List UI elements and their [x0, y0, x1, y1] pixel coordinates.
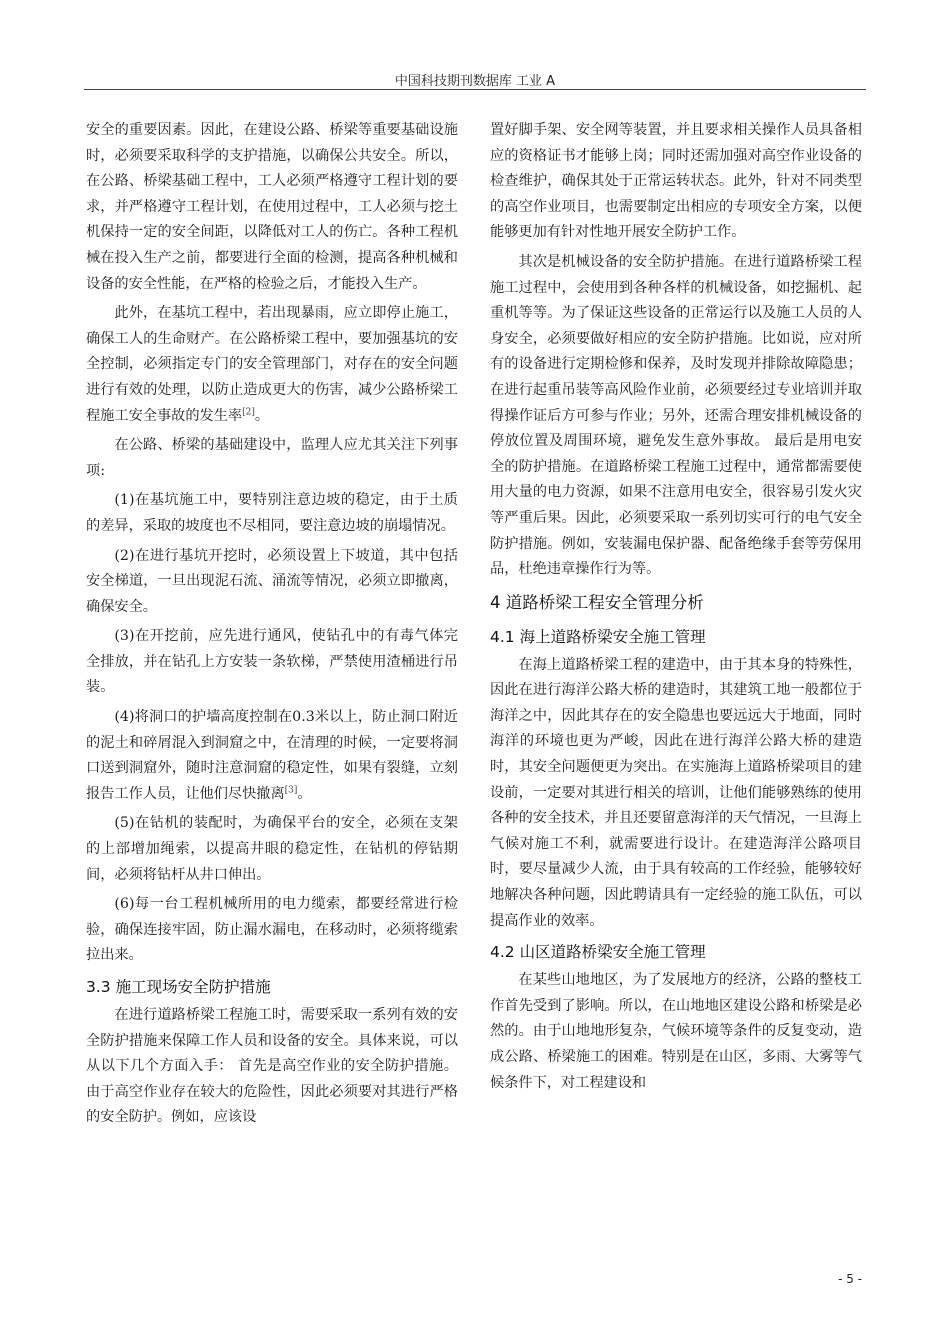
page-number: - 5 - [838, 1272, 862, 1286]
paragraph: 其次是机械设备的安全防护措施。在进行道路桥梁工程施工过程中，会使用到各种各样的机械设备，如挖掘机、起重机等等。为了保证这些设备的正常运行以及施工人员的人身安全，必须要做好相应的安全防护措施。比如说，应对所有的设备进行定期检修和保养，及时发现并排除故障隐患；在进行起重吊装等高风险作业前，必须要经过专业培训并取得操作证后方可参与作业；另外，还需合理安排机械设备的停放位置及周围环境，避免发生意外事故。 最后是用电安全的防护措施。在道路桥梁工程施工过程中，通常都需要使用大量的电力资源，如果不注意用电安全，很容易引发火灾等严重后果。因此，必须要采取一系列切实可行的电气安全防护措施。例如，安装漏电保护器、配备绝缘手套等劳保用品，杜绝违章操作行为等。 [490, 253, 862, 578]
header-divider [84, 89, 866, 90]
journal-header: 中国科技期刊数据库 工业 A [394, 74, 556, 89]
paragraph: 在某些山地地区，为了发展地方的经济，公路的整枝工作首先受到了影响。所以，在山地地区建设公路和桥梁是必然的。由于山地地形复杂，气候环境等条件的反复变动，造成公路、桥梁施工的困难。特别是在山区，多雨、大雾等气候条件下，对工程建设和 [490, 972, 862, 1091]
section-heading-4: 4 道路桥梁工程安全管理分析 [490, 592, 704, 612]
list-item: (2)在进行基坑开挖时，必须设置上下坡道，其中包括安全梯道，一旦出现泥石流、涌流等情况，必须立即撤离，确保安全。 [86, 547, 458, 615]
paragraph: 安全的重要因素。因此，在建设公路、桥梁等重要基础设施时，必须要采取科学的支护措施，以确保公共安全。所以，在公路、桥梁基础工程中，工人必须严格遵守工程计划的要求，并严格遵守工程计划，在使用过程中，工人必须与挖土机保持一定的安全间距，以降低对工人的伤亡。各种工程机械在投入生产之前，都要进行全面的检测，提高各种机械和设备的安全性能，在严格的检验之后，才能投入生产。 [86, 122, 458, 292]
section-heading-4-1: 4.1 海上道路桥梁安全施工管理 [490, 627, 706, 646]
paragraph: 在公路、桥梁的基础建设中，监理人应尤其关注下列事项: [86, 437, 458, 479]
list-item-text: (4)将洞口的护墙高度控制在0.3米以上，防止洞口附近的泥土和碎屑混入到洞窟之中，在清理的时候，一定要将洞口送到洞窟外，随时注意洞窟的稳定性，如果有裂缝，立刻报告工作人员，让他们尽快撤离 [86, 709, 458, 802]
paragraph-text: 此外，在基坑工程中，若出现暴雨，应立即停止施工，确保工人的生命财产。在公路桥梁工程中，要加强基坑的安全控制，必须指定专门的安全管理部门，对存在的安全问题进行有效的处理，以防止造成更大的伤害，减少公路桥梁工程施工安全事故的发生率 [86, 305, 458, 424]
section-heading-3-3: 3.3 施工现场安全防护措施 [86, 978, 271, 996]
citation-ref: [2] [242, 406, 255, 417]
paragraph: 在海上道路桥梁工程的建造中，由于其本身的特殊性，因此在进行海洋公路大桥的建造时，其建筑工地一般都位于海洋之中，因此其存在的安全隐患也要远远大于地面，同时海洋的环境也更为严峻，因此在进行海洋公路大桥的建造时，其安全问题便更为突出。在实施海上道路桥梁项目的建设前，一定要对其进行相关的培训，让他们能够熟练的使用各种的安全技术，并且还要留意海洋的天气情况，一旦海上气候对施工不利，就需要进行设计。在建造海洋公路项目时，要尽量减少人流，由于具有较高的工作经验，能够较好地解决各种问题，因此聘请具有一定经验的施工队伍，可以提高作业的效率。 [490, 656, 862, 929]
right-column [490, 118, 862, 1100]
list-item: (5)在钻机的装配时，为确保平台的安全，必须在支架的上部增加绳索，以提高井眼的稳定性，在钻机的停钻期间，必须将钻杆从井口伸出。 [86, 815, 458, 883]
paragraph-end: 。 [254, 407, 270, 424]
left-column [86, 118, 458, 1135]
paragraph: 置好脚手架、安全网等装置，并且要求相关操作人员具备相应的资格证书才能够上岗；同时还需加强对高空作业设备的检查维护，确保其处于正常运转状态。此外，针对不同类型的高空作业项目，也需要制定出相应的专项安全方案，以便能够更加有针对性地开展安全防护工作。 [490, 122, 862, 241]
paragraph [86, 301, 458, 429]
section-heading-4-2: 4.2 山区道路桥梁安全施工管理 [490, 943, 706, 962]
list-item-end: 。 [297, 785, 312, 802]
paragraph: 在进行道路桥梁工程施工时，需要采取一系列有效的安全防护措施来保障工作人员和设备的安全。具体来说，可以从以下几个方面入手： 首先是高空作业的安全防护措施。由于高空作业存在较大的危险性，因此必须要对其进行严格的安全防护。例如，应该设 [86, 1007, 458, 1126]
list-item: (3)在开挖前，应先进行通风，使钻孔中的有毒气体完全排放，并在钻孔上方安装一条软梯，严禁使用渣桶进行吊装。 [86, 628, 458, 696]
list-item: (1)在基坑施工中，要特别注意边坡的稳定，由于土质的差异，采取的坡度也不尽相同，要注意边坡的崩塌情况。 [86, 492, 458, 534]
citation-ref: [3] [284, 785, 298, 796]
list-item: (6)每一台工程机械所用的电力缆索，都要经常进行检验，确保连接牢固，防止漏水漏电，在移动时，必须将缆索拉出来。 [86, 896, 458, 964]
list-item [86, 705, 458, 807]
